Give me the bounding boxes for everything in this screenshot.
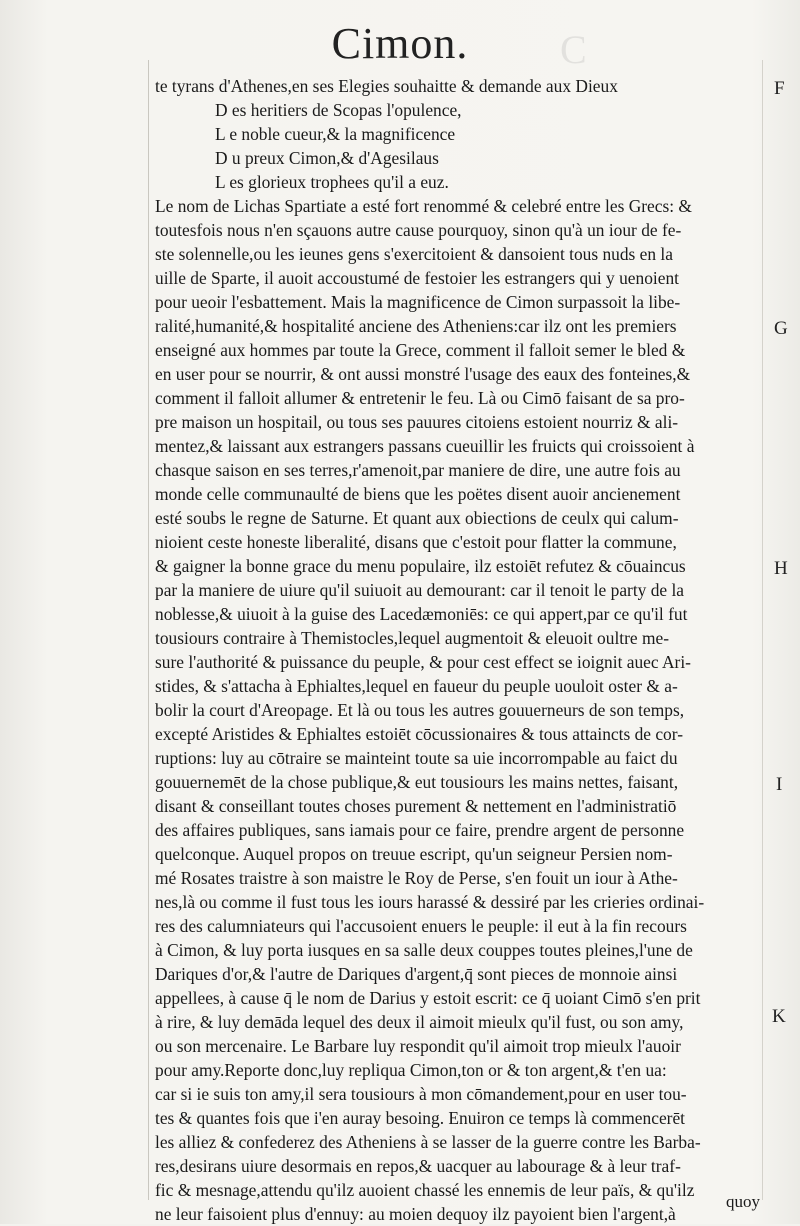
text-line: te tyrans d'Athenes,en ses Elegies souhaitte & demande aux Dieux [155,76,618,96]
text-line: excepté Aristides & Ephialtes estoiēt cōcussionaires & tous attaincts de cor- [155,724,683,744]
text-line: appellees, à cause q̄ le nom de Darius y estoit escrit: ce q̄ uoiant Cimō s'en prit [155,988,701,1008]
text-line: enseigné aux hommes par toute la Grece, comment il falloit semer le bled & [155,340,686,360]
text-line: mé Rosates traistre à son maistre le Roy de Perse, s'en fouit un iour à Athe- [155,868,678,888]
text-line: disant & conseillant toutes choses purement & nettement en l'administratiō [155,796,677,816]
text-line: res des calumniateurs qui l'accusoient enuers le peuple: il eut à la fin recours [155,916,687,936]
text-line: nioient ceste honeste liberalité, disans que c'estoit pour flatter la commune, [155,532,677,552]
text-line: les alliez & confederez des Atheniens à se lasser de la guerre contre les Barba- [155,1132,701,1152]
text-line: quelconque. Auquel propos on treuue escript, qu'un seigneur Persien nom- [155,844,673,864]
text-line: chasque saison en ses terres,r'amenoit,par maniere de dire, une autre fois au [155,460,681,480]
text-line: fic & mesnage,attendu qu'ilz auoient chassé les ennemis de leur païs, & qu'ilz [155,1180,695,1200]
text-line: ste solennelle,ou les ieunes gens s'exercitoient & dansoient tous nuds en la [155,244,673,264]
text-line: ralité,humanité,& hospitalité anciene des Atheniens:car ilz ont les premiers [155,316,677,336]
text-line: car si ie suis ton amy,il sera tousiours à mon cōmandement,pour en user tou- [155,1084,687,1104]
text-line: à rire, & luy demāda lequel des deux il aimoit mieulx qu'il fust, ou son amy, [155,1012,684,1032]
text-line: en user pour se nourrir, & ont aussi monstré l'usage des eaux des fonteines,& [155,364,691,384]
margin-marker-i: I [776,774,783,795]
margin-marker-k: K [772,1006,786,1027]
text-line: Dariques d'or,& l'autre de Dariques d'argent,q̄ sont pieces de monnoie ainsi [155,964,678,984]
text-line: tes & quantes fois que i'en auray besoing. Enuiron ce temps là commencerēt [155,1108,685,1128]
text-line: par la maniere de uiure qu'il suiuoit au demourant: car il tenoit le party de la [155,580,685,600]
text-line: esté soubs le regne de Saturne. Et quant aux obiections de ceulx qui calum- [155,508,679,528]
catchword: quoy [726,1192,760,1211]
text-line: gouuernemēt de la chose publique,& eut tousiours les mains nettes, faisant, [155,772,679,792]
verse-line: L es glorieux trophees qu'il a euz. [215,172,449,192]
page-title: Cimon. [331,19,469,68]
text-line: ruptions: luy au cōtraire se mainteint toute sa uie incorrompable au faict du [155,748,678,768]
verse-line: D u preux Cimon,& d'Agesilaus [215,148,439,168]
text-line: Le nom de Lichas Spartiate a esté fort renommé & celebré entre les Grecs: & [155,196,692,216]
text-line: à Cimon, & luy porta iusques en sa salle deux couppes toutes pleines,l'une de [155,940,693,960]
text-line: tousiours contraire à Themistocles,lequel augmentoit & eleuoit oultre me- [155,628,670,648]
text-line: bolir la court d'Areopage. Et là ou tous les autres gouuerneurs de son temps, [155,700,685,720]
text-line: ne leur faisoient plus d'ennuy: au moien dequoy ilz payoient bien l'argent,à [155,1204,676,1224]
text-line: nes,là ou comme il fust tous les iours harassé & dessiré par les crieries ordinai- [155,892,705,912]
text-line: stides, & s'attacha à Ephialtes,lequel en faueur du peuple uouloit oster & a- [155,676,678,696]
margin-marker-g: G [774,318,788,339]
verse-line: L e noble cueur,& la magnificence [215,124,456,144]
text-line: & gaigner la bonne grace du menu populaire, ilz estoiēt refutez & cōuaincus [155,556,686,576]
margin-marker-h: H [774,558,788,579]
text-line: uille de Sparte, il auoit accoustumé de festoier les estrangers qui y uenoient [155,268,679,288]
margin-marker-f: F [774,78,785,99]
text-line: comment il falloit allumer & entretenir le feu. Là ou Cimō faisant de sa pro- [155,388,685,408]
text-line: toutesfois nous n'en sçauons autre cause pourquoy, sinon qu'à un iour de fe- [155,220,682,240]
verse-line: D es heritiers de Scopas l'opulence, [215,100,462,120]
text-line: pre maison un hospitail, ou tous ses pauures citoiens estoient nourriz & ali- [155,412,679,432]
text-line: des affaires publiques, sans iamais pour ce faire, prendre argent de personne [155,820,685,840]
bleed-through-text: C [560,27,587,72]
body-text [155,74,763,1226]
text-line: pour amy.Reporte donc,luy repliqua Cimon,ton or & ton argent,& t'en ua: [155,1060,667,1080]
text-line: monde celle communaulté de biens que les poëtes disent auoir ancienement [155,484,681,504]
text-line: ou son mercenaire. Le Barbare luy respondit qu'il aimoit trop mieulx l'auoir [155,1036,681,1056]
text-line: mentez,& laissant aux estrangers passans cueuillir les fruicts qui croissoient à [155,436,695,456]
text-line: res,desirans uiure desormais en repos,& uacquer au labourage & à leur traf- [155,1156,681,1176]
text-line: sure l'authorité & puissance du peuple, & pour cest effect se ioignit auec Ari- [155,652,691,672]
text-line: noblesse,& uiuoit à la guise des Lacedæmoniēs: ce qui appert,par ce qu'il fut [155,604,688,624]
text-line: pour ueoir l'esbattement. Mais la magnificence de Cimon surpassoit la libe- [155,292,681,312]
left-margin-rule [148,60,149,1200]
